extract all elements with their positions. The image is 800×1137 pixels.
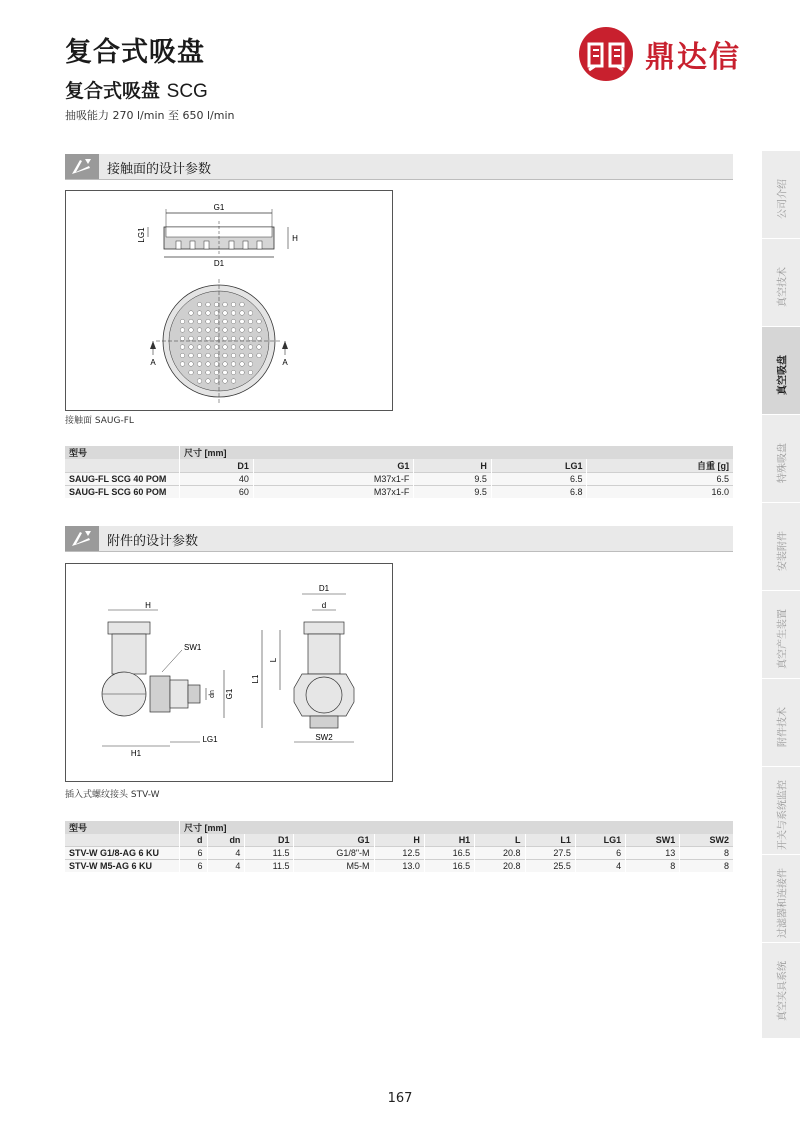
suction-hole	[180, 319, 185, 324]
section-title: 接触面的设计参数	[107, 162, 212, 177]
col-header: LG1	[575, 834, 625, 847]
dimension-header: 尺寸 [mm]	[180, 821, 734, 834]
fitting-figure	[65, 563, 393, 782]
suction-hole	[197, 302, 202, 307]
suction-hole	[214, 379, 219, 384]
value-cell: 6	[180, 847, 208, 860]
label-a-right: A	[282, 358, 288, 367]
suction-hole	[189, 336, 194, 341]
suction-hole	[206, 370, 211, 375]
section-header-contact-surface	[65, 154, 733, 180]
sidebar-item-label: 特殊吸盘	[777, 442, 789, 483]
value-cell: 4	[575, 860, 625, 873]
suction-hole	[214, 328, 219, 333]
model-cell: STV-W G1/8-AG 6 KU	[65, 847, 180, 860]
sidebar-item-mounting[interactable]	[762, 502, 800, 598]
suction-hole	[257, 328, 262, 333]
caliper-icon	[65, 526, 99, 551]
value-cell: 8	[626, 860, 680, 873]
suction-hole	[189, 345, 194, 350]
suction-hole	[206, 336, 211, 341]
col-header: H	[414, 459, 492, 473]
label-l: L	[269, 657, 278, 663]
suction-hole	[189, 362, 194, 367]
page-title: 复合式吸盘	[65, 37, 205, 68]
label-lg1: LG1	[202, 735, 218, 744]
table-row	[65, 473, 733, 486]
suction-hole	[223, 311, 228, 316]
figure-caption: 插入式螺纹接头 STV-W	[65, 790, 160, 800]
suction-hole	[240, 370, 245, 375]
suction-hole	[197, 379, 202, 384]
sidebar-item-label: 开关与系统监控	[777, 779, 789, 850]
suction-hole	[248, 328, 253, 333]
suction-hole	[257, 353, 262, 358]
value-cell: 13	[626, 847, 680, 860]
suction-hole	[223, 319, 228, 324]
suction-hole	[248, 353, 253, 358]
label-sw1: SW1	[184, 643, 202, 652]
sidebar-item-label: 安装附件	[777, 530, 789, 571]
col-header: H1	[424, 834, 474, 847]
suction-hole	[206, 345, 211, 350]
label-sw2: SW2	[315, 733, 333, 742]
suction-hole	[231, 379, 236, 384]
suction-hole	[206, 353, 211, 358]
contact-surface-figure	[65, 190, 393, 411]
value-cell: 8	[680, 847, 733, 860]
suction-hole	[248, 311, 253, 316]
suction-hole	[240, 345, 245, 350]
suction-hole	[189, 319, 194, 324]
suction-hole	[206, 319, 211, 324]
value-cell: 11.5	[245, 847, 294, 860]
suction-hole	[197, 328, 202, 333]
label-d: d	[321, 601, 327, 610]
sidebar-item-accessories[interactable]	[762, 678, 800, 774]
value-cell: M37x1-F	[253, 473, 413, 486]
suction-hole	[214, 302, 219, 307]
section-header-accessories	[65, 526, 733, 552]
suction-hole	[223, 328, 228, 333]
label-g1: G1	[213, 203, 225, 212]
sidebar-item-label: 附件技术	[777, 706, 789, 747]
label-h: H	[292, 234, 298, 243]
suction-hole	[180, 362, 185, 367]
suction-hole	[257, 336, 262, 341]
value-cell: 40	[180, 473, 254, 486]
value-cell: 12.5	[374, 847, 424, 860]
suction-hole	[223, 336, 228, 341]
suction-hole	[231, 328, 236, 333]
value-cell: 13.0	[374, 860, 424, 873]
fitting-drawing	[66, 564, 392, 781]
suction-hole	[248, 336, 253, 341]
suction-hole	[206, 362, 211, 367]
caliper-icon	[65, 154, 99, 179]
suction-hole	[214, 353, 219, 358]
col-header: SW1	[626, 834, 680, 847]
label-lg1: LG1	[137, 227, 146, 243]
suction-hole	[206, 311, 211, 316]
suction-hole	[197, 336, 202, 341]
suction-hole	[248, 345, 253, 350]
suction-hole	[223, 379, 228, 384]
model-header: 型号	[65, 821, 180, 834]
product-heading-cn: 复合式吸盘	[65, 80, 161, 102]
suction-hole	[214, 336, 219, 341]
suction-hole	[197, 353, 202, 358]
suction-hole	[189, 311, 194, 316]
suction-hole	[231, 362, 236, 367]
col-header: SW2	[680, 834, 733, 847]
value-cell: M37x1-F	[253, 486, 413, 499]
value-cell: 16.5	[424, 860, 474, 873]
suction-hole	[231, 302, 236, 307]
suction-hole	[240, 319, 245, 324]
suction-hole	[189, 370, 194, 375]
label-h: H	[145, 601, 151, 610]
col-header: G1	[294, 834, 374, 847]
suction-hole	[240, 353, 245, 358]
sidebar-item-gripper[interactable]	[762, 942, 800, 1038]
table-row	[65, 486, 733, 499]
dimension-header: 尺寸 [mm]	[180, 446, 734, 459]
figure-caption: 接触面 SAUG-FL	[65, 416, 134, 426]
model-header: 型号	[65, 446, 180, 459]
suction-hole	[231, 336, 236, 341]
value-cell: 27.5	[525, 847, 575, 860]
chapter-sidebar	[762, 150, 800, 1035]
suction-hole	[214, 345, 219, 350]
col-header: LG1	[491, 459, 587, 473]
table-row	[65, 860, 733, 873]
suction-hole	[223, 370, 228, 375]
col-header: L	[475, 834, 525, 847]
page-number: 167	[387, 1091, 413, 1106]
model-cell: SAUG-FL SCG 60 POM	[65, 486, 180, 499]
value-cell: 6.8	[491, 486, 587, 499]
table-row	[65, 847, 733, 860]
label-g1: G1	[225, 688, 234, 700]
contact-surface-drawing	[66, 191, 392, 410]
suction-hole	[240, 336, 245, 341]
suction-hole	[223, 345, 228, 350]
suction-hole	[240, 362, 245, 367]
model-cell: SAUG-FL SCG 40 POM	[65, 473, 180, 486]
brand-logo	[575, 26, 765, 82]
suction-hole	[206, 379, 211, 384]
value-cell: 9.5	[414, 486, 492, 499]
suction-hole	[180, 336, 185, 341]
model-header-blank	[65, 834, 180, 847]
col-header: 自重 [g]	[587, 459, 733, 473]
sidebar-item-vacuum-tech[interactable]	[762, 238, 800, 334]
fitting-table	[65, 821, 733, 872]
suction-hole	[189, 353, 194, 358]
sidebar-item-generators[interactable]	[762, 590, 800, 686]
suction-hole	[223, 353, 228, 358]
product-heading-model: SCG	[166, 81, 208, 102]
suction-hole	[231, 311, 236, 316]
suction-hole	[214, 311, 219, 316]
product-heading	[65, 76, 208, 103]
brand-logo-text: 鼎达信	[645, 40, 741, 75]
value-cell: 8	[680, 860, 733, 873]
model-header-blank	[65, 459, 180, 473]
value-cell: 60	[180, 486, 254, 499]
contact-surface-table	[65, 446, 733, 498]
value-cell: 4	[207, 847, 245, 860]
suction-hole	[214, 319, 219, 324]
suction-hole	[214, 362, 219, 367]
suction-hole	[240, 311, 245, 316]
suction-hole	[248, 362, 253, 367]
sidebar-item-label: 真空技术	[777, 266, 789, 307]
value-cell: 20.8	[475, 860, 525, 873]
col-header: G1	[253, 459, 413, 473]
sidebar-item-filters[interactable]	[762, 854, 800, 950]
suction-hole	[180, 328, 185, 333]
suction-hole	[248, 370, 253, 375]
suction-hole	[231, 353, 236, 358]
value-cell: 4	[207, 860, 245, 873]
value-cell: G1/8"-M	[294, 847, 374, 860]
brand-logo-icon	[575, 26, 637, 82]
sidebar-item-label: 真空夹具系统	[777, 960, 789, 1021]
suction-hole	[197, 311, 202, 316]
sidebar-item-label: 真空产生装置	[777, 608, 789, 669]
suction-hole	[206, 302, 211, 307]
col-header: d	[180, 834, 208, 847]
label-d1: D1	[318, 584, 330, 593]
value-cell: 16.5	[424, 847, 474, 860]
label-d1: D1	[213, 259, 225, 268]
suction-hole	[257, 345, 262, 350]
col-header: H	[374, 834, 424, 847]
suction-hole	[189, 328, 194, 333]
suction-hole	[231, 319, 236, 324]
value-cell: 6	[180, 860, 208, 873]
suction-hole	[257, 319, 262, 324]
value-cell: 20.8	[475, 847, 525, 860]
sidebar-item-label: 过滤器和连接件	[777, 867, 789, 938]
suction-hole	[214, 370, 219, 375]
model-cell: STV-W M5-AG 6 KU	[65, 860, 180, 873]
suction-hole	[223, 362, 228, 367]
value-cell: 6	[575, 847, 625, 860]
suction-hole	[197, 370, 202, 375]
sidebar-item-label: 公司介绍	[777, 178, 789, 219]
label-h1: H1	[130, 749, 142, 758]
suction-hole	[197, 319, 202, 324]
value-cell: 11.5	[245, 860, 294, 873]
suction-hole	[240, 328, 245, 333]
suction-hole	[240, 302, 245, 307]
suction-hole	[223, 302, 228, 307]
suction-hole	[197, 345, 202, 350]
col-header: D1	[245, 834, 294, 847]
sidebar-item-company[interactable]	[762, 150, 800, 246]
sidebar-item-switches[interactable]	[762, 766, 800, 862]
col-header: dn	[207, 834, 245, 847]
sidebar-item-suction-cups[interactable]	[762, 326, 800, 422]
value-cell: 25.5	[525, 860, 575, 873]
value-cell: 9.5	[414, 473, 492, 486]
suction-hole	[197, 362, 202, 367]
sidebar-item-special-cups[interactable]	[762, 414, 800, 510]
value-cell: 6.5	[587, 473, 733, 486]
value-cell: 16.0	[587, 486, 733, 499]
suction-hole	[180, 345, 185, 350]
suction-hole	[206, 328, 211, 333]
suction-hole	[180, 353, 185, 358]
col-header: D1	[180, 459, 254, 473]
section-title: 附件的设计参数	[107, 534, 199, 549]
value-cell: M5-M	[294, 860, 374, 873]
value-cell: 6.5	[491, 473, 587, 486]
sidebar-item-label: 真空吸盘	[777, 354, 789, 395]
col-header: L1	[525, 834, 575, 847]
label-dn: dn	[209, 690, 216, 698]
capacity-text: 抽吸能力 270 l/min 至 650 l/min	[65, 109, 235, 122]
suction-hole	[231, 345, 236, 350]
suction-hole	[248, 319, 253, 324]
label-a-left: A	[150, 358, 156, 367]
suction-hole	[231, 370, 236, 375]
label-l1: L1	[251, 674, 260, 684]
